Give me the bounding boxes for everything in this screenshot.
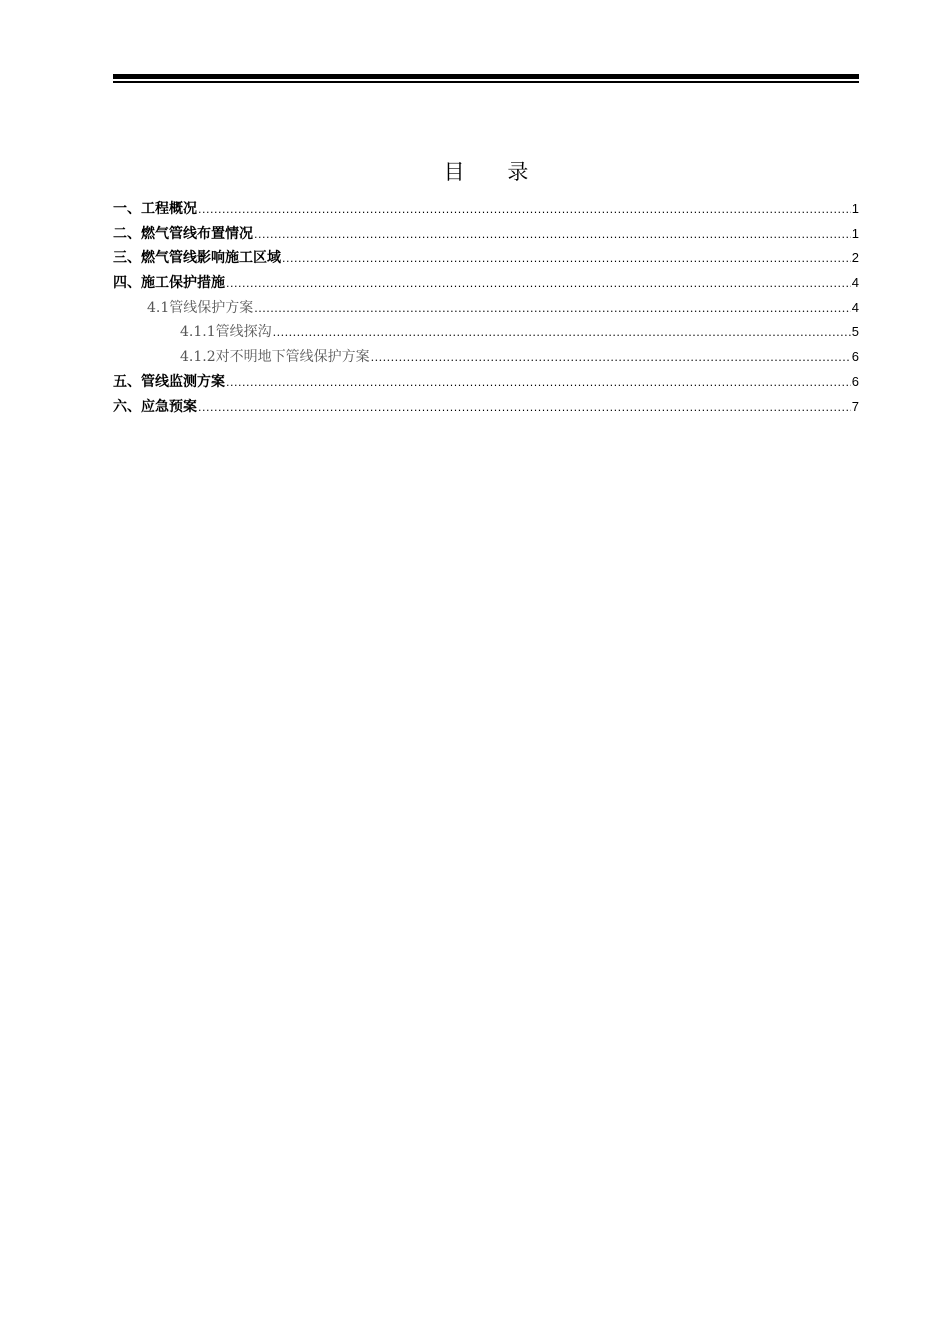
toc-page-number: 4 [851,299,859,315]
toc-dot-leader [273,321,851,346]
toc-page-number: 2 [851,250,859,266]
toc-dot-leader [198,396,851,421]
toc-entry-text: 三、燃气管线影响施工区域 [113,250,281,267]
toc-entry[interactable] [113,370,859,395]
toc-entry-text: 二、燃气管线布置情况 [113,225,253,242]
header-rule-thin [113,81,859,83]
toc-entry-text: 六、应急预案 [113,398,197,415]
toc-entry[interactable] [113,222,859,247]
toc-entry-text: 四、施工保护措施 [113,275,225,292]
toc-dot-leader [254,223,851,248]
toc-entry[interactable] [113,395,859,420]
toc-entry-text: 4.1管线保护方案 [147,299,254,316]
toc-entry-text: 五、管线监测方案 [113,373,225,390]
toc-entry[interactable] [113,296,859,321]
toc-entry[interactable] [113,345,859,370]
toc-entry[interactable] [113,246,859,271]
toc-entry-text: 一、工程概况 [113,201,197,217]
toc-page-number: 1 [851,201,859,216]
toc-page-number: 6 [851,349,859,365]
toc-entry[interactable] [113,197,859,222]
toc-dot-leader [282,247,851,272]
toc-page-number: 1 [851,225,859,241]
toc-title: 目 录 [443,160,547,184]
table-of-contents [113,197,859,419]
toc-entry-text: 4.1.1管线探沟 [180,324,272,341]
toc-page-number: 6 [851,373,859,389]
toc-dot-leader [226,371,851,396]
toc-entry[interactable] [113,320,859,345]
toc-page-number: 5 [851,324,859,340]
toc-page-number: 4 [851,275,859,291]
toc-dot-leader [198,198,851,223]
toc-entry-text: 4.1.2对不明地下管线保护方案 [180,349,370,366]
toc-page-number: 7 [851,398,859,414]
header-double-rule [113,74,859,83]
toc-entry[interactable] [113,271,859,296]
toc-dot-leader [226,272,851,297]
toc-dot-leader [254,297,851,322]
header-rule-thick [113,74,859,79]
toc-dot-leader [371,346,851,371]
